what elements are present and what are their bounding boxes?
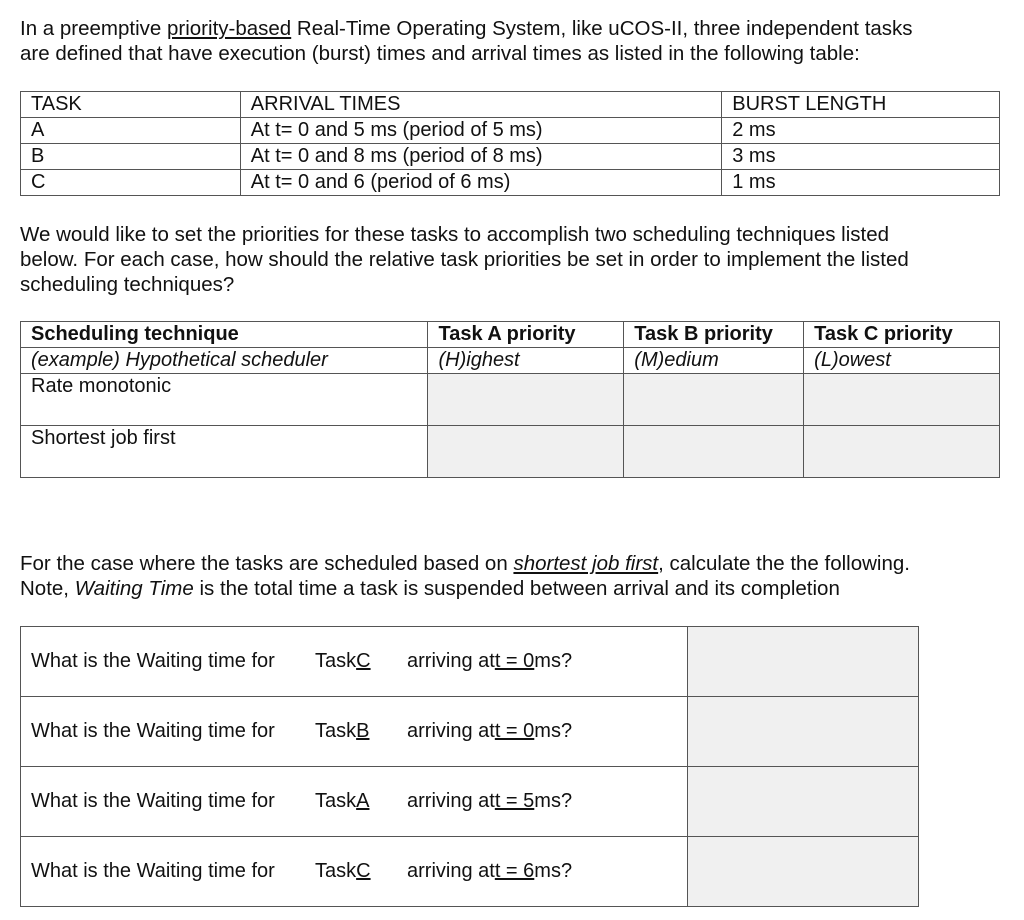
answer-cell[interactable]	[624, 426, 804, 478]
sjf-intro-text: Note,	[20, 577, 75, 600]
intro-paragraph	[20, 16, 913, 66]
task-id: C	[356, 650, 371, 672]
table-row	[21, 144, 1000, 170]
intro-text: Real-Time Operating System, like uCOS-II, three independent tasks	[291, 17, 913, 40]
question-text: arriving at	[407, 790, 495, 812]
example-cell: (H)ighest	[428, 348, 624, 374]
sjf-intro-text: is the total time a task is suspended between arrival and its completion	[193, 577, 840, 600]
header-cell: BURST LENGTH	[722, 92, 1000, 118]
answer-cell[interactable]	[688, 697, 919, 767]
answer-cell[interactable]	[688, 837, 919, 907]
task-word: Task	[315, 720, 357, 742]
sjf-intro-text: , calculate the the following.	[658, 552, 910, 575]
arrival-cell: At t= 0 and 5 ms (period of 5 ms)	[240, 118, 721, 144]
header-cell: TASK	[21, 92, 241, 118]
answer-cell[interactable]	[804, 374, 1000, 426]
sjf-term: shortest job first	[513, 552, 659, 575]
answer-cell[interactable]	[428, 426, 624, 478]
arrival-cell: At t= 0 and 8 ms (period of 8 ms)	[240, 144, 721, 170]
priority-intro-text: We would like to set the priorities for these tasks to accomplish two scheduling techniques listed	[20, 223, 890, 246]
task-cell: B	[21, 144, 241, 170]
question-cell	[21, 767, 688, 837]
question-text: ms?	[534, 790, 573, 812]
priority-intro-text: scheduling techniques?	[20, 273, 235, 296]
technique-cell: Shortest job first	[21, 426, 428, 478]
sjf-intro-text: For the case where the tasks are scheduled based on	[20, 552, 514, 575]
priority-intro-text: below. For each case, how should the relative task priorities be set in order to implement the listed	[20, 248, 909, 271]
waiting-time-term: Waiting Time	[74, 577, 194, 600]
task-id: C	[356, 860, 371, 882]
table-row	[21, 627, 919, 697]
table-row	[21, 426, 1000, 478]
task-word: Task	[315, 650, 357, 672]
burst-cell: 3 ms	[722, 144, 1000, 170]
example-cell: (M)edium	[624, 348, 804, 374]
example-cell: (example) Hypothetical scheduler	[21, 348, 428, 374]
task-table	[20, 91, 1000, 196]
question-text: ms?	[534, 650, 573, 672]
table-header-row	[21, 92, 1000, 118]
header-cell: Task C priority	[804, 322, 1000, 348]
question-text: What is the Waiting time for	[31, 860, 275, 882]
sjf-intro-paragraph	[20, 551, 910, 601]
arrival-time: t = 0	[494, 650, 535, 672]
intro-text: are defined that have execution (burst) times and arrival times as listed in the following table:	[20, 42, 860, 65]
answer-cell[interactable]	[688, 627, 919, 697]
header-cell: Task B priority	[624, 322, 804, 348]
question-text: arriving at	[407, 650, 495, 672]
header-cell: Scheduling technique	[21, 322, 428, 348]
question-text: arriving at	[407, 720, 495, 742]
answer-cell[interactable]	[804, 426, 1000, 478]
arrival-time: t = 6	[494, 860, 535, 882]
question-text: What is the Waiting time for	[31, 650, 275, 672]
question-cell	[21, 837, 688, 907]
question-cell	[21, 697, 688, 767]
task-id: B	[356, 720, 370, 742]
technique-cell: Rate monotonic	[21, 374, 428, 426]
burst-cell: 2 ms	[722, 118, 1000, 144]
waiting-time-table	[20, 626, 919, 907]
question-text: What is the Waiting time for	[31, 790, 275, 812]
table-row	[21, 697, 919, 767]
table-row	[21, 118, 1000, 144]
question-cell	[21, 627, 688, 697]
question-text: ms?	[534, 860, 573, 882]
answer-cell[interactable]	[428, 374, 624, 426]
example-row	[21, 348, 1000, 374]
answer-cell[interactable]	[624, 374, 804, 426]
arrival-time: t = 5	[494, 790, 535, 812]
table-row	[21, 837, 919, 907]
header-cell: Task A priority	[428, 322, 624, 348]
task-word: Task	[315, 790, 357, 812]
question-text: What is the Waiting time for	[31, 720, 275, 742]
priority-table	[20, 321, 1000, 478]
priority-intro-paragraph	[20, 222, 909, 297]
table-header-row	[21, 322, 1000, 348]
example-cell: (L)owest	[804, 348, 1000, 374]
intro-text: In a preemptive	[20, 17, 167, 40]
question-text: ms?	[534, 720, 573, 742]
question-text: arriving at	[407, 860, 495, 882]
task-cell: C	[21, 170, 241, 196]
header-cell: ARRIVAL TIMES	[240, 92, 721, 118]
answer-cell[interactable]	[688, 767, 919, 837]
burst-cell: 1 ms	[722, 170, 1000, 196]
table-row	[21, 767, 919, 837]
task-id: A	[356, 790, 370, 812]
task-cell: A	[21, 118, 241, 144]
arrival-cell: At t= 0 and 6 (period of 6 ms)	[240, 170, 721, 196]
priority-based-term: priority-based	[167, 17, 292, 40]
table-row	[21, 374, 1000, 426]
task-word: Task	[315, 860, 357, 882]
table-row	[21, 170, 1000, 196]
arrival-time: t = 0	[494, 720, 535, 742]
